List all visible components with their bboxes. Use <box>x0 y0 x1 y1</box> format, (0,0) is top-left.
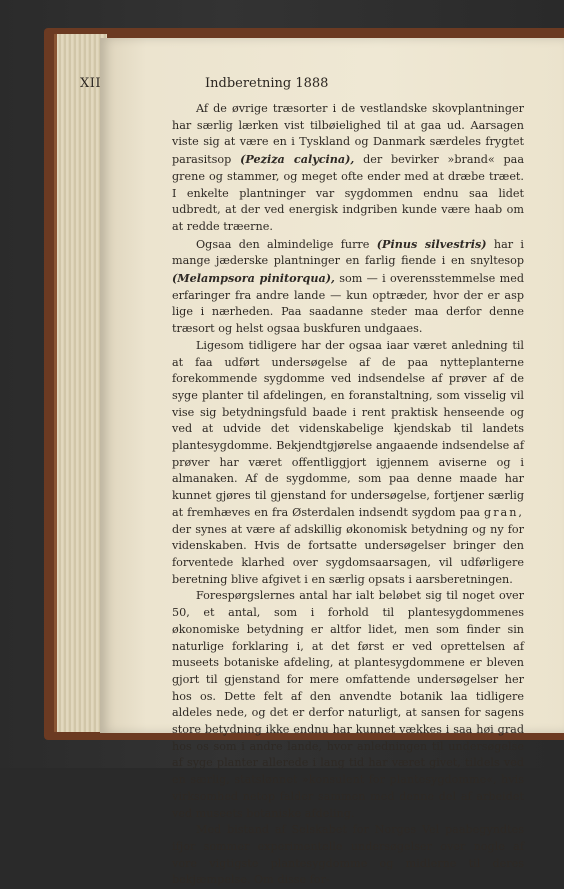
latin-name: (Peziza calycina), <box>240 152 355 167</box>
emphasized-word: gran, <box>484 505 524 519</box>
text-run: som — i overensstemmelse med erfaringer fra andre lande — kun optræder, hvor der er asp lige i nærheden. Paa saadanne steder maa derfor denne træsort og helst ogsaa buskfuren undgaaes. <box>172 272 524 336</box>
text-run: der bevirker »brand« paa grene og stammer, og meget ofte ender med at dræbe træet. I enkelte plantninger var sygdommen endnu saa lidet udbredt, at der ved energisk indgriben kunde være haab om at redde træerne. <box>172 153 524 233</box>
latin-name: (Melampsora pinitorqua), <box>172 271 335 286</box>
latin-name: (Pinus silvestris) <box>376 236 487 251</box>
text-run: der synes at være af adskillig økonomisk betydning og ny for videnskaben. Hvis de fortsatte undersøgelser bringer den forventede klarhed over sygdomsaarsagen, vil udførligere beretning blive afgivet i en særlig opsats i aarsberetningen. <box>172 522 524 586</box>
paragraph <box>172 822 524 889</box>
text-run: Ligesom tidligere har der ogsaa iaar været anledning til at faa udført undersøgelse af de paa nytteplanterne forekommende sygdomme ved indsendelse af prøver af de syge planter til afdelingen, en foranstaltning, som visselig vil vise sig betydningsfuld baade i rent praktisk henseende og ved at udvide det videnskabelige kjendskab til landets plantesygdomme. Bekjendtgjørelse angaaende indsendelse af prøver har været offentliggjort igjennem aviserne og i almanaken. Af de sygdomme, som paa denne maade har kunnet gjøres til gjenstand for undersøgelse, fortjener særlig at fremhæves en fra Østerdalen indsendt sygdom paa <box>172 338 524 519</box>
text-run: Af de øvrige træsorter i de vestlandske skovplantninger har særlig lærken vist tilbøielighed til at gaa ud. Aarsagen viste sig at være en i Tyskland og Danmark særdeles frygtet parasitsop <box>172 102 524 167</box>
running-title: Indberetning 1888 <box>205 76 329 91</box>
paragraph <box>172 338 524 589</box>
text-run: Med bistand af Selskabet for Norges Vel paabegyndtes ifjor sommer experimentelle undersøgelser over nogle af vore vigtigste plantesygdomme og midlerne til deres bekjæmpelse. Om disse for- <box>172 823 524 887</box>
text-run: har i mange jæderske plantninger en farlig fiende i en snyltesop <box>172 237 524 268</box>
page-number: XII <box>80 76 102 91</box>
paragraph <box>172 101 524 236</box>
text-run: Forespørgslernes antal har ialt beløbet sig til noget over 50, et antal, som i forhold til plantesygdommenes økonomiske betydning er altfor lidet, men som finder sin naturlige forklaring i, at det først er ved oprettelsen af museets botaniske afdeling, at plantesygdommene er bleven gjort til gjenstand for mere omfattende undersøgelser her hos os. Dette felt af den anvendte botanik laa tidligere aldeles nede, og det er derfor naturligt, at sansen for sagens store betydning ikke endnu har kunnet vækkes i saa høi grad hos os som i andre lande, hvor anledningen til undersøgelse af syge planter allerede i lang tid har været givet, tildels ved en særlig, statslønnet »konsulent for plantesygdomme«, hvis virksomhed netop falder sammen med denne del af arbeidet ved museets botaniske afdeling. <box>172 589 524 820</box>
text-run: Ogsaa den almindelige furre <box>196 237 377 251</box>
paragraph <box>172 588 524 822</box>
paragraph <box>172 236 524 338</box>
body-text <box>172 101 524 889</box>
page-header <box>80 76 504 96</box>
